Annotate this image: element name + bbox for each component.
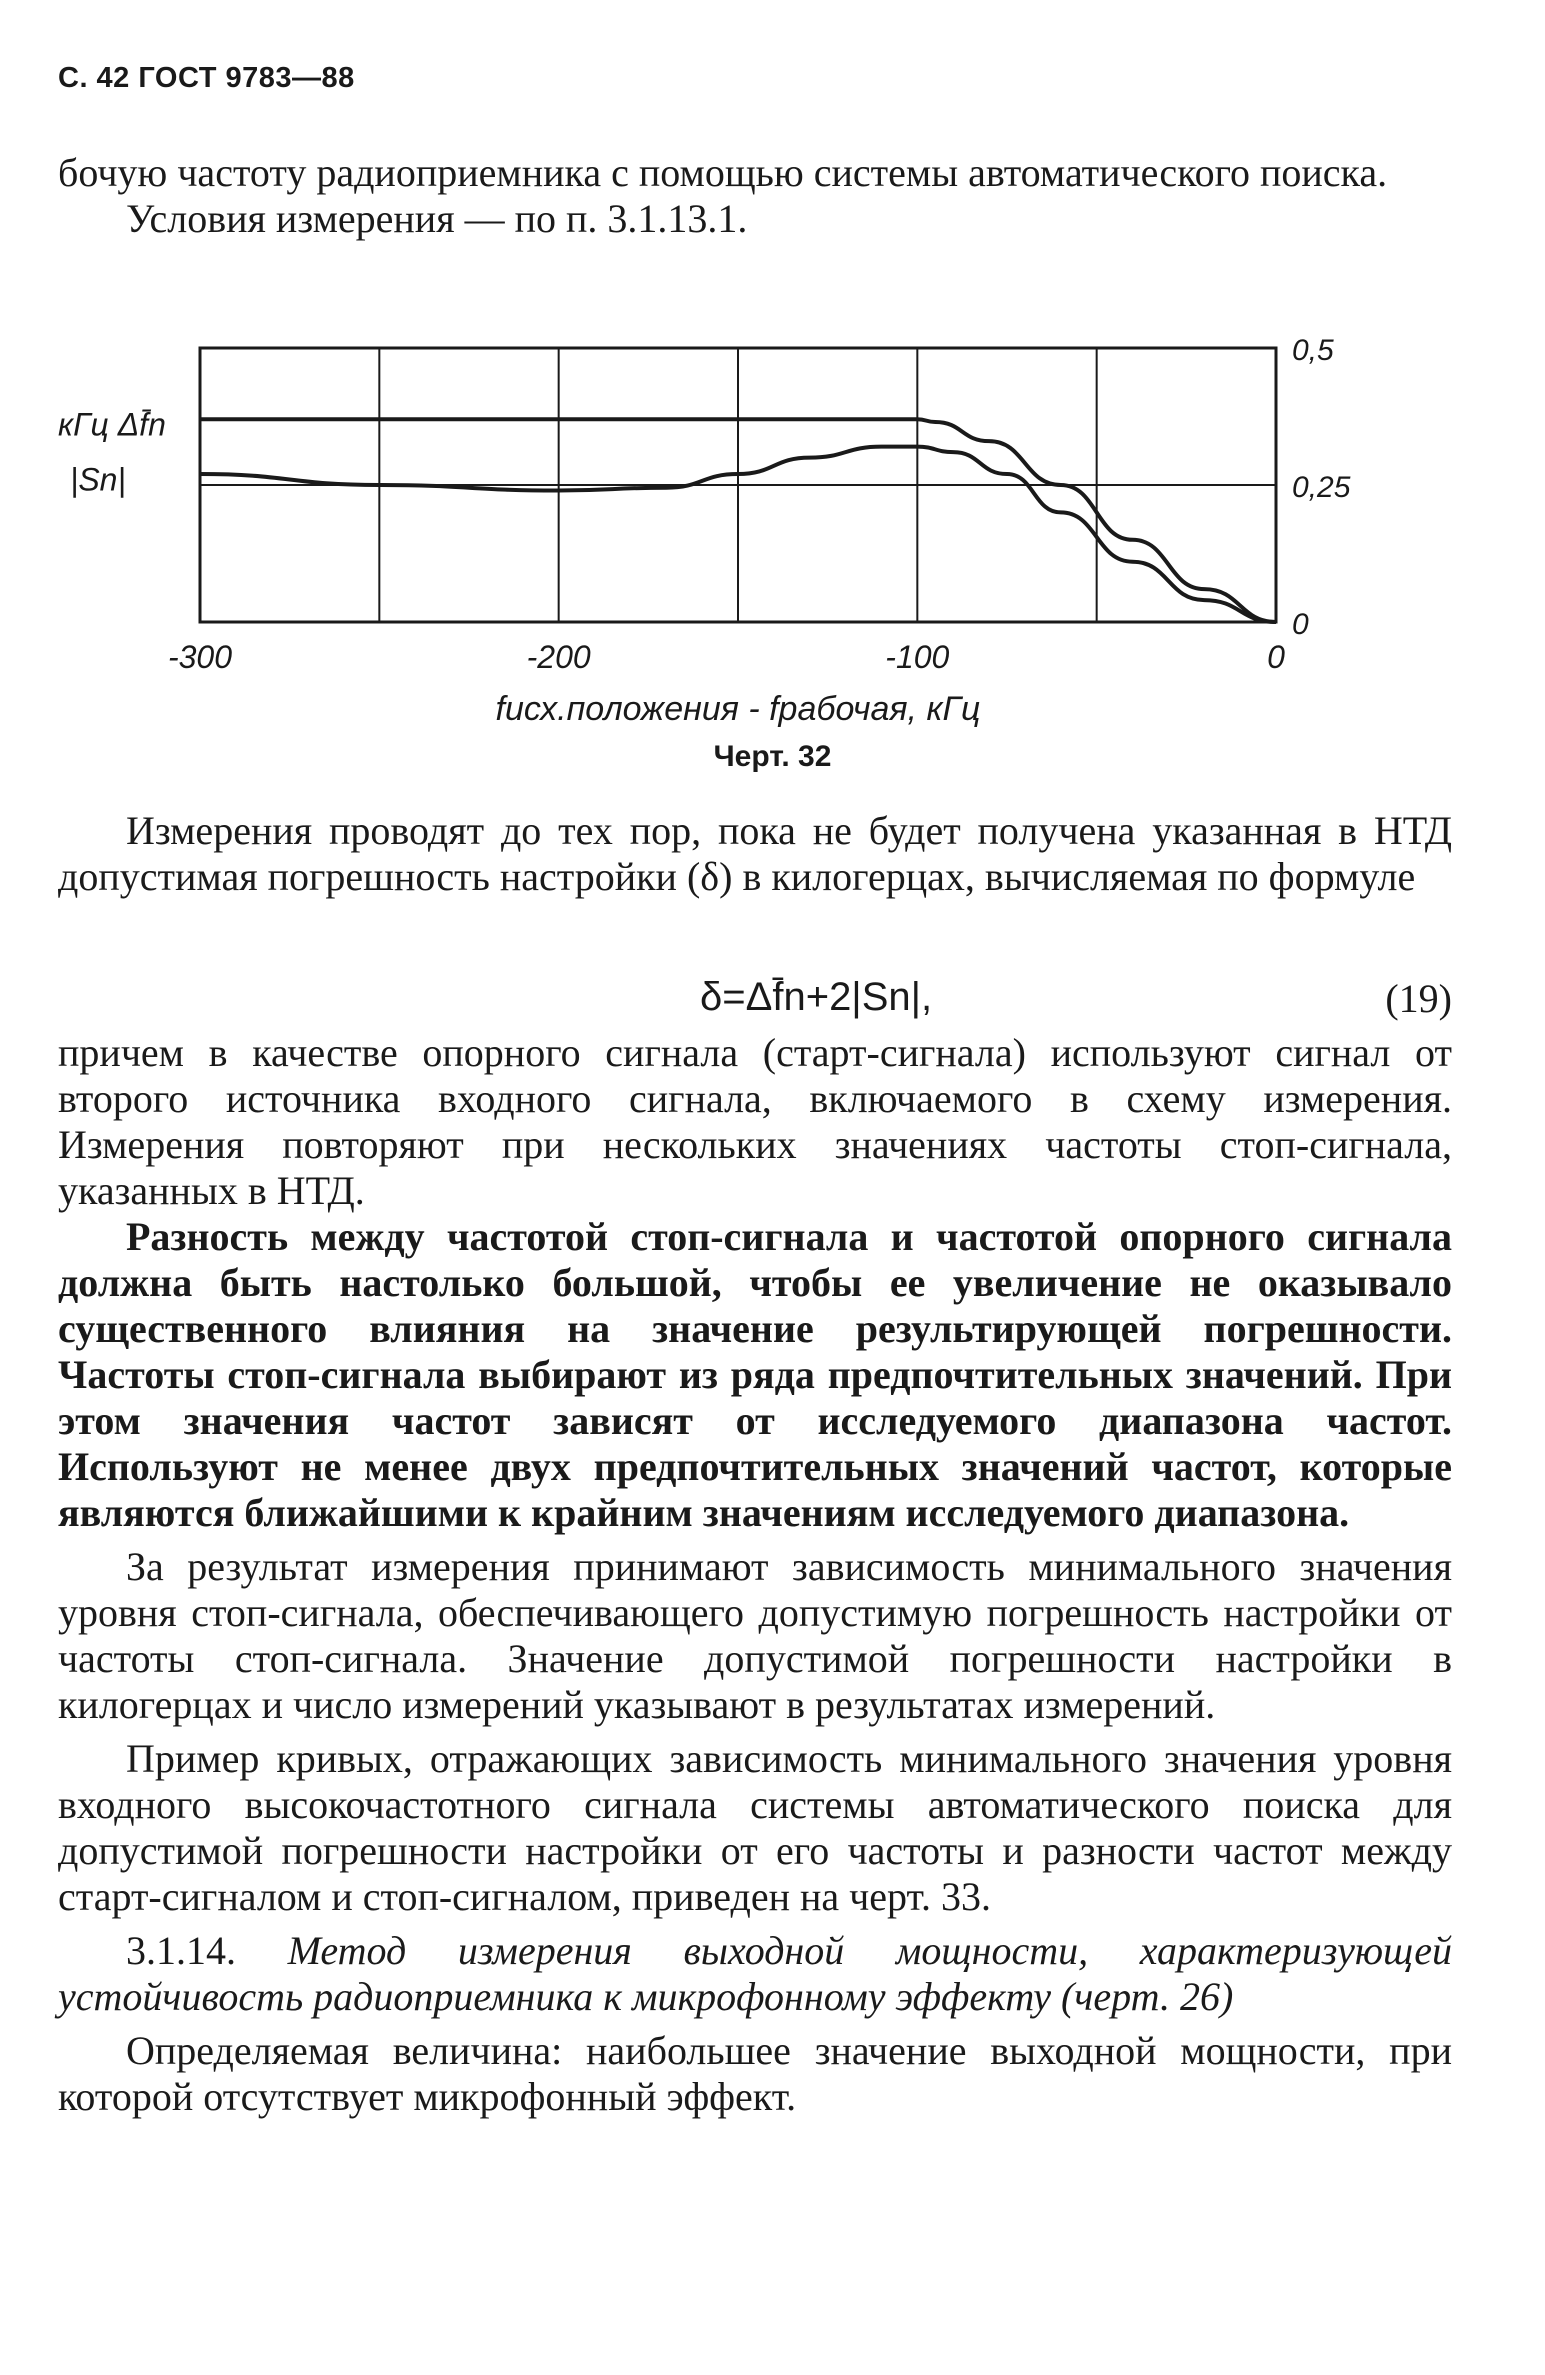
paragraph-1: Измерения проводят до тех пор, пока не будет получена указанная в НТД допустимая погрешность настройки (δ) в килогерцах, вычисляемая по формуле xyxy=(58,808,1452,899)
paragraph-6: Определяемая величина: наибольшее значение выходной мощности, при которой отсутствует микрофонный эффект. xyxy=(58,2028,1452,2119)
x-axis-label: fисх.положения - fрабочая, кГц xyxy=(495,690,981,728)
y-axis-label-delta-f: кГц Δf̄n xyxy=(58,406,166,443)
paragraph-3: Разность между частотой стоп-сигнала и частотой опорного сигнала должна быть настолько большой, чтобы ее увеличение не оказывало существенного влияния на значение результирующей погрешности. Частоты стоп-сигнала выбирают из ряда предпочтительных значений. При этом значения частот зависят от исследуемого диапазона частот. Используют не менее двух предпочтительных значений частот, которые являются ближайшими к крайним значениям исследуемого диапазона. xyxy=(58,1214,1452,1535)
formula-line xyxy=(58,975,1452,1025)
formula-19: δ=Δf̄n+2|Sn|, xyxy=(700,975,933,1019)
x-tick-label: -200 xyxy=(526,639,591,675)
chart-figure xyxy=(58,320,1398,740)
y-axis-label-sn: |Sn| xyxy=(70,461,126,498)
x-tick-label: -100 xyxy=(885,639,950,675)
para-1-block xyxy=(58,808,1452,900)
intro-line-1: бочую частоту радиоприемника с помощью системы автоматического поиска. xyxy=(58,150,1388,195)
chart-svg xyxy=(58,320,1398,740)
section-title: Метод измерения выходной мощности, характеризующей устойчивость радиоприемника к микрофонному эффекту (черт. 26) xyxy=(58,1928,1452,2019)
y-tick-label: 0,25 xyxy=(1292,471,1351,504)
page-header: С. 42 ГОСТ 9783—88 xyxy=(58,62,355,94)
intro-line-2: Условия измерения — по п. 3.1.13.1. xyxy=(126,196,748,241)
x-tick-label: -300 xyxy=(167,639,233,675)
y-tick-label: 0 xyxy=(1292,608,1309,641)
formula-number: (19) xyxy=(1385,976,1452,1021)
paragraph-2: причем в качестве опорного сигнала (старт-сигнала) используют сигнал от второго источника входного сигнала, включаемого в схему измерения. Измерения повторяют при нескольких значениях частоты стоп-сигнала, указанных в НТД. xyxy=(58,1030,1452,1213)
figure-caption: Черт. 32 xyxy=(713,740,832,773)
paragraph-5: Пример кривых, отражающих зависимость минимального значения уровня входного высокочастотного сигнала системы автоматического поиска для допустимой погрешности настройки от его частоты и разности частот между старт-сигналом и стоп-сигналом, приведен на черт. 33. xyxy=(58,1736,1452,1919)
section-3-1-14 xyxy=(58,1928,1452,2020)
x-tick-label: 0 xyxy=(1267,639,1285,675)
y-tick-label: 0,5 xyxy=(1292,334,1334,367)
body-block xyxy=(58,1030,1452,2120)
section-number: 3.1.14. xyxy=(126,1928,236,1973)
paragraph-4: За результат измерения принимают зависимость минимального значения уровня стоп-сигнала, обеспечивающего допустимую погрешность настройки от частоты стоп-сигнала. Значение допустимой погрешности настройки в килогерцах и число измерений указывают в результатах измерений. xyxy=(58,1544,1452,1727)
intro-block xyxy=(58,150,1452,242)
